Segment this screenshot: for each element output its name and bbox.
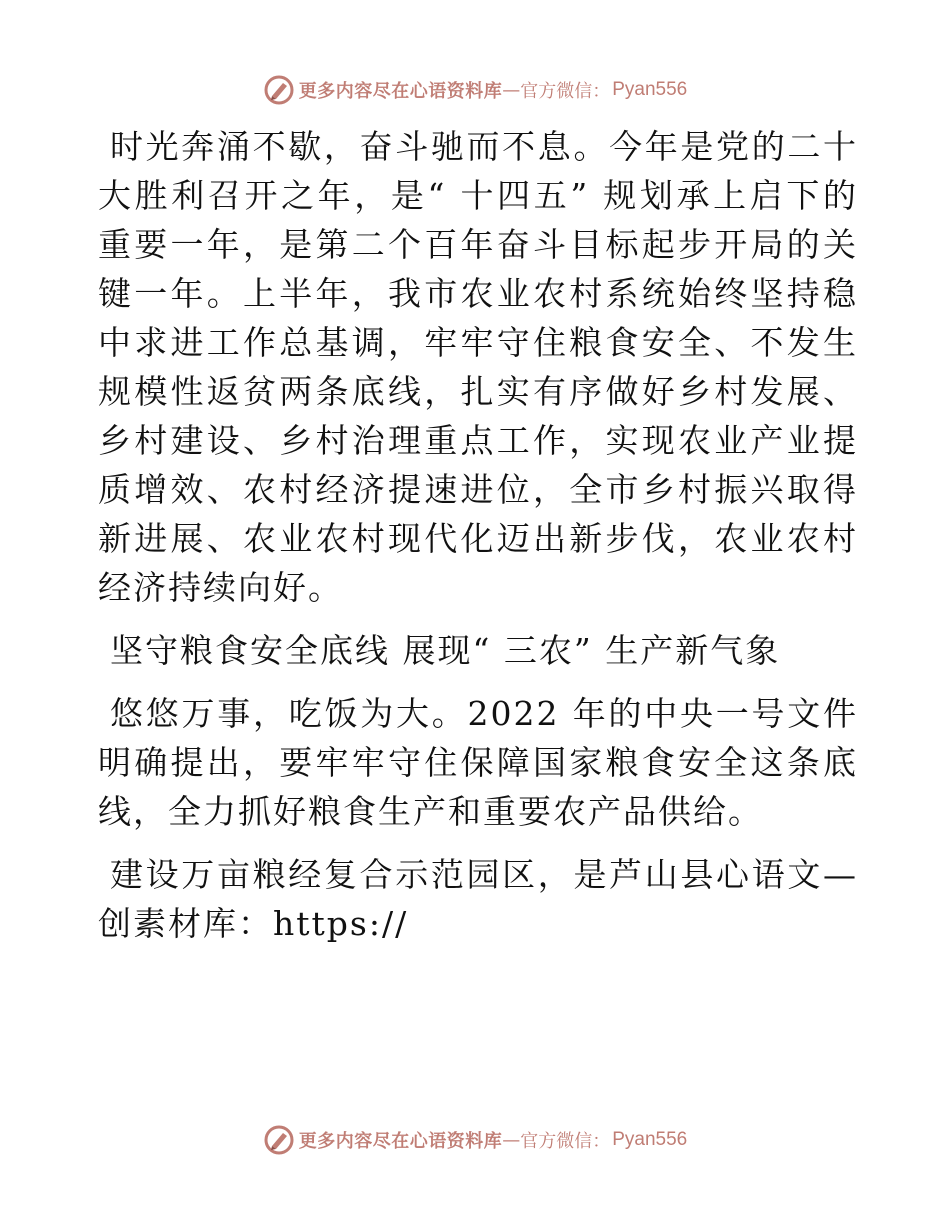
paragraph-demo-park: 建设万亩粮经复合示范园区，是芦山县心语文—创素材库：https://: [98, 855, 858, 943]
wechat-id: Pyan556: [612, 1129, 688, 1150]
watermark-text: 更多内容尽在心语资料库: [298, 81, 503, 102]
watermark-dash: —: [502, 1129, 521, 1151]
paragraph-intro: 时光奔涌不歇，奋斗驰而不息。今年是党的二十大胜利召开之年，是“ 十四五” 规划承上启下的重要一年，是第二个百年奋斗目标起步开局的关键一年。上半年，我市农业农村系统始终坚持稳中求进工作总基调，牢牢守住粮食安全、不发生规模性返贫两条底线，扎实有序做好乡村发展、乡村建设、乡村治理重点工作，实现农业产业提质增效、农村经济提速进位，全市乡村振兴取得新进展、农业农村现代化迈出新步伐，农业农村经济持续向好。: [98, 127, 858, 607]
logo-icon: [263, 74, 295, 106]
watermark-dash: —: [502, 79, 521, 101]
watermark-text: 更多内容尽在心语资料库: [298, 1131, 503, 1152]
paragraph-food-security: 悠悠万事，吃饭为大。2022 年的中央一号文件明确提出，要牢牢守住保障国家粮食安全这条底线，全力抓好粮食生产和重要农产品供给。: [98, 694, 858, 831]
wechat-label: 官方微信：: [520, 81, 611, 102]
header-watermark-banner: [0, 70, 950, 110]
wechat-id: Pyan556: [612, 79, 688, 100]
document-body: [98, 122, 858, 948]
section-heading: 坚守粮食安全底线 展现“ 三农” 生产新气象: [110, 631, 781, 670]
footer-watermark-banner: [0, 1120, 950, 1160]
wechat-label: 官方微信：: [520, 1131, 611, 1152]
logo-icon: [263, 1124, 295, 1156]
